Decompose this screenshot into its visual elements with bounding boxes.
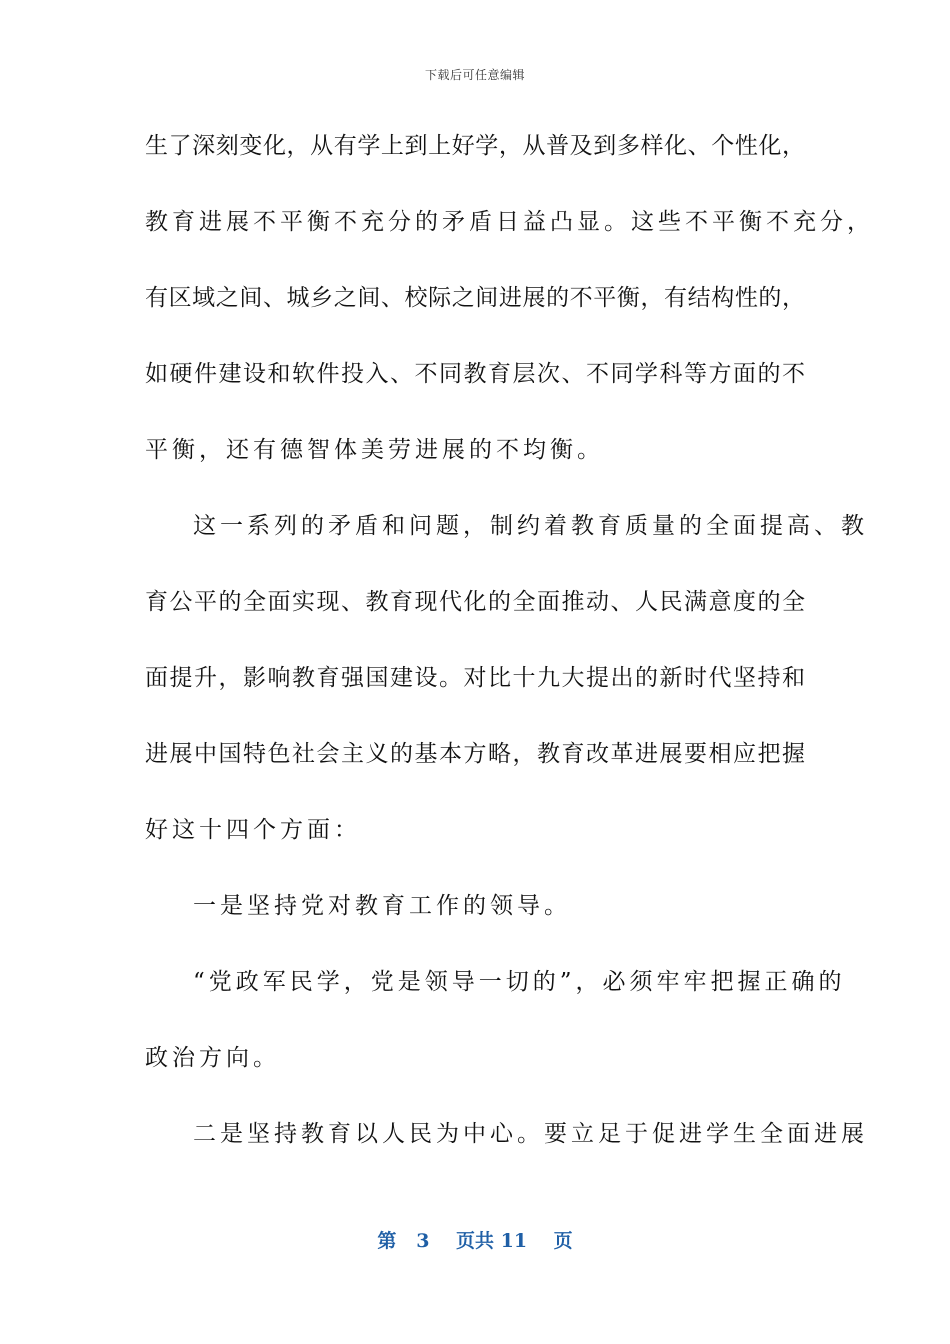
text-line: 育公平的全面实现、教育现代化的全面推动、人民满意度的全 <box>145 589 805 615</box>
text-line: 如硬件建设和软件投入、不同教育层次、不同学科等方面的不 <box>145 361 805 387</box>
text-line: 进展中国特色社会主义的基本方略，教育改革进展要相应把握 <box>145 741 805 767</box>
text-line: 二是坚持教育以人民为中心。要立足于促进学生全面进展 <box>193 1121 868 1147</box>
text-line: 有区域之间、城乡之间、校际之间进展的不平衡，有结构性的， <box>145 285 805 311</box>
page-number-footer <box>0 1226 950 1253</box>
text-line: 一是坚持党对教育工作的领导。 <box>193 893 571 919</box>
footer-suffix: 页 <box>553 1230 573 1252</box>
text-line: 生了深刻变化，从有学上到上好学，从普及到多样化、个性化， <box>145 133 805 159</box>
text-line: 政治方向。 <box>145 1045 280 1071</box>
text-line: 这一系列的矛盾和问题，制约着教育质量的全面提高、教 <box>193 513 868 539</box>
current-page-number: 3 <box>416 1230 430 1252</box>
text-line: “党政军民学，党是领导一切的”，必须牢牢把握正确的 <box>193 969 846 995</box>
footer-middle: 页共 <box>456 1230 495 1252</box>
footer-prefix: 第 <box>377 1230 397 1252</box>
text-line: 平衡，还有德智体美劳进展的不均衡。 <box>145 437 604 463</box>
total-page-count: 11 <box>500 1230 528 1252</box>
page-header-note: 下载后可任意编辑 <box>424 68 525 82</box>
text-line: 教育进展不平衡不充分的矛盾日益凸显。这些不平衡不充分， <box>145 209 874 235</box>
text-line: 好这十四个方面： <box>145 817 361 843</box>
text-line: 面提升，影响教育强国建设。对比十九大提出的新时代坚持和 <box>145 665 805 691</box>
document-body <box>145 126 874 1190</box>
